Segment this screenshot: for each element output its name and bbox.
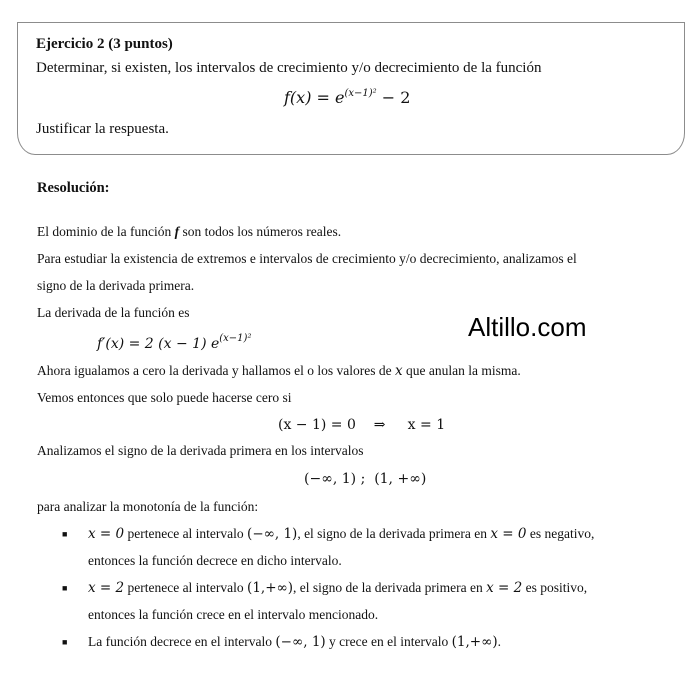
p1-a: El dominio de la función [37, 224, 175, 239]
p4-b: que anulan la misma. [402, 363, 521, 378]
b3-b: (−∞, 1) [275, 634, 326, 650]
b3-c: y crece en el intervalo [325, 634, 452, 649]
b2-d: , el signo de la derivada primera en [293, 580, 487, 595]
b2-c: (1,+∞) [247, 580, 294, 596]
b2-b: pertenece al intervalo [124, 580, 248, 595]
paragraph-study-line1: Para estudiar la existencia de extremos e intervalos de crecimiento y/o decrecimiento, analizamos el [37, 251, 577, 266]
paragraph-domain [37, 224, 341, 240]
exercise-formula [284, 88, 410, 107]
b2-e: x = 2 [486, 580, 523, 596]
p4-x: x [395, 363, 403, 379]
bullet-1-line2: entonces la función decrece en dicho intervalo. [88, 553, 342, 568]
formula-exponent: (x−1)² [344, 88, 377, 99]
resolution-heading: Resolución: [37, 180, 110, 196]
zero-equation: (x − 1) = 0 ⇒ x = 1 [278, 417, 446, 433]
paragraph-study-line2: signo de la derivada primera. [37, 278, 195, 293]
b3-e: . [497, 634, 501, 649]
exercise-title: Ejercicio 2 (3 puntos) [36, 36, 173, 52]
derivative-exponent: (x−1)² [219, 333, 252, 344]
b1-c: (−∞, 1) [247, 526, 298, 542]
watermark: Altillo.com [468, 312, 587, 342]
b2-a: x = 2 [88, 580, 125, 596]
b1-f: es negativo, [526, 526, 595, 541]
bullet-square-icon: ■ [62, 637, 68, 647]
paragraph-equal-zero [37, 363, 521, 379]
derivative-lhs: f′(x) = 2 (x − 1) e [97, 336, 220, 352]
b1-b: pertenece al intervalo [124, 526, 248, 541]
b1-d: , el signo de la derivada primera en [297, 526, 491, 541]
paragraph-zero-if: Vemos entonces que solo puede hacerse cero si [37, 390, 292, 405]
paragraph-intervals-intro: Analizamos el signo de la derivada primera en los intervalos [37, 443, 364, 458]
bullet-square-icon: ■ [62, 583, 68, 593]
exercise-statement: Determinar, si existen, los intervalos de crecimiento y/o decrecimiento de la función [36, 60, 542, 76]
bullet-square-icon: ■ [62, 529, 68, 539]
bullet-3-line1 [88, 634, 501, 650]
p1-f: f [174, 224, 180, 239]
b1-a: x = 0 [88, 526, 125, 542]
bullet-1-line1 [88, 526, 594, 542]
derivative-formula [97, 333, 251, 352]
intervals: (−∞, 1) ; (1, +∞) [304, 471, 427, 487]
formula-lhs: f(x) = e [284, 88, 345, 107]
b3-d: (1,+∞) [451, 634, 498, 650]
exercise-justify: Justificar la respuesta. [36, 121, 169, 137]
b2-f: es positivo, [522, 580, 588, 595]
exercise-box [17, 22, 685, 155]
b1-e: x = 0 [490, 526, 527, 542]
p1-b: son todos los números reales. [179, 224, 342, 239]
p4-a: Ahora igualamos a cero la derivada y hallamos el o los valores de [37, 363, 396, 378]
b3-a: La función decrece en el intervalo [88, 634, 276, 649]
formula-rhs: − 2 [376, 88, 411, 107]
bullet-2-line1 [88, 580, 587, 596]
paragraph-monotony: para analizar la monotonía de la función: [37, 499, 259, 514]
paragraph-derivative-intro: La derivada de la función es [37, 305, 190, 320]
bullet-2-line2: entonces la función crece en el intervalo mencionado. [88, 607, 379, 622]
